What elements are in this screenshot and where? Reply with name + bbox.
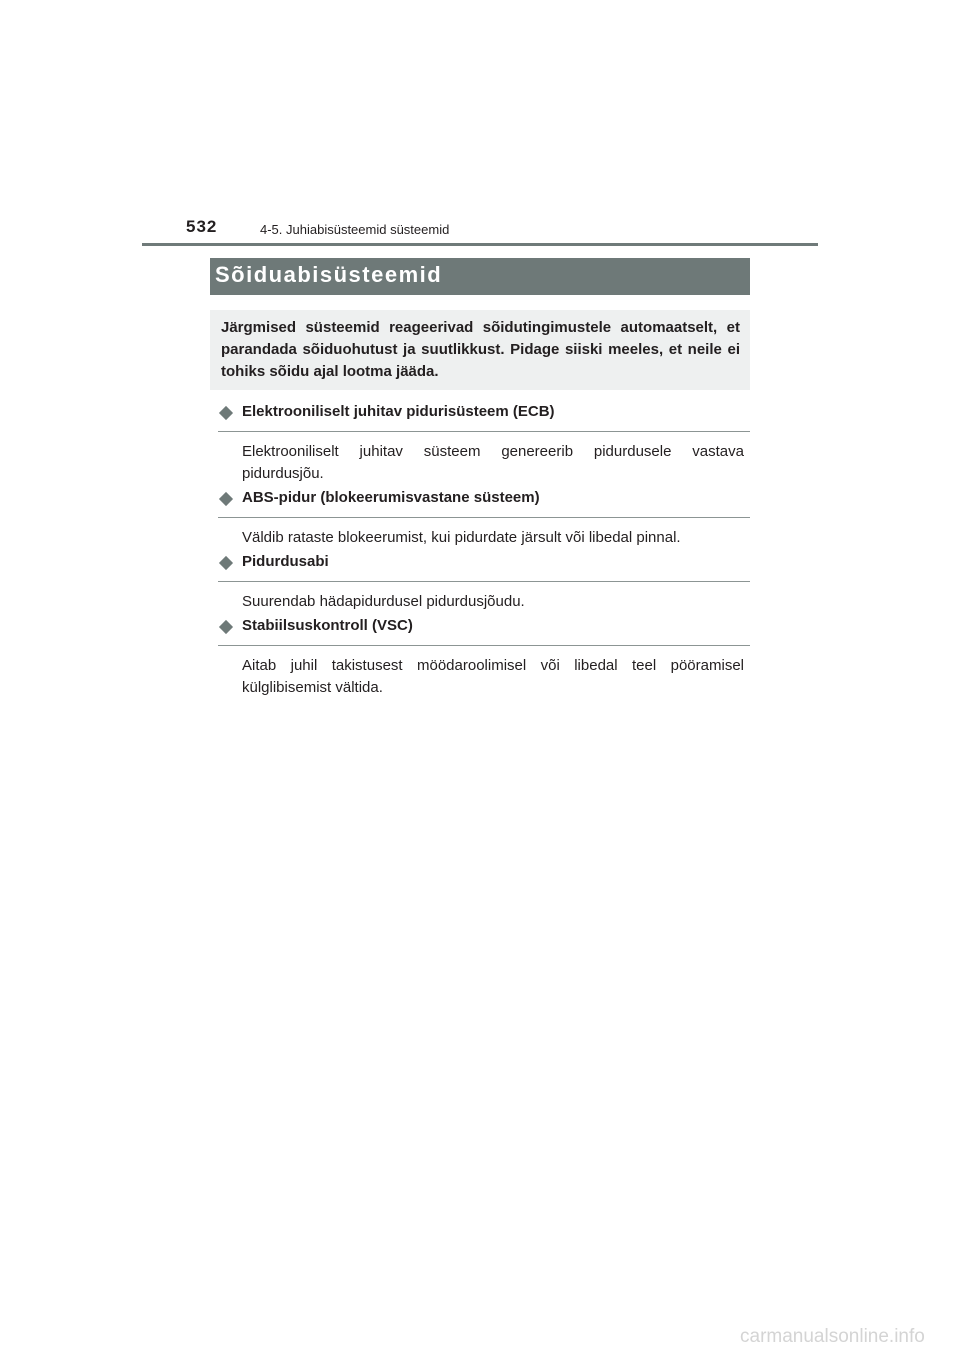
list-item xyxy=(218,489,750,549)
section-banner xyxy=(210,258,750,295)
diamond-icon xyxy=(219,406,233,420)
intro-box xyxy=(210,310,750,390)
item-heading xyxy=(218,403,750,432)
item-description: Elektrooniliselt juhitav süsteem genereerib pidurdusele vastava pidurdusjõu. xyxy=(242,443,744,482)
header-rule xyxy=(142,243,818,246)
chapter-title: 4-5. Juhiabisüsteemid süsteemid xyxy=(260,222,450,237)
item-title: ABS-pidur (blokeerumisvastane süsteem) xyxy=(242,489,540,506)
list-item xyxy=(218,617,750,699)
item-heading xyxy=(218,489,750,518)
list-item xyxy=(218,403,750,485)
diamond-icon xyxy=(219,556,233,570)
list-item xyxy=(218,553,750,613)
item-description: Suurendab hädapidurdusel pidurdusjõudu. xyxy=(242,593,525,610)
item-heading xyxy=(218,553,750,582)
item-description: Väldib rataste blokeerumist, kui pidurdate järsult või libedal pinnal. xyxy=(242,529,681,546)
item-heading xyxy=(218,617,750,646)
item-description: Aitab juhil takistusest möödaroolimisel või libedal teel pööramisel külglibisemist vältida. xyxy=(242,657,744,696)
section-title: Sõiduabisüsteemid xyxy=(215,262,443,287)
diamond-icon xyxy=(219,620,233,634)
intro-text: Järgmised süsteemid reageerivad sõidutingimustele automaatselt, et parandada sõiduohutust ja suutlikkust. Pidage siiski meeles, et neile ei tohiks sõidu ajal lootma jääda. xyxy=(221,319,740,380)
item-title: Pidurdusabi xyxy=(242,553,329,570)
watermark: carmanualsonline.info xyxy=(740,1326,925,1347)
item-title: Elektrooniliselt juhitav pidurisüsteem (ECB) xyxy=(242,403,555,420)
item-title: Stabiilsuskontroll (VSC) xyxy=(242,617,413,634)
page-number: 532 xyxy=(186,217,218,236)
diamond-icon xyxy=(219,492,233,506)
